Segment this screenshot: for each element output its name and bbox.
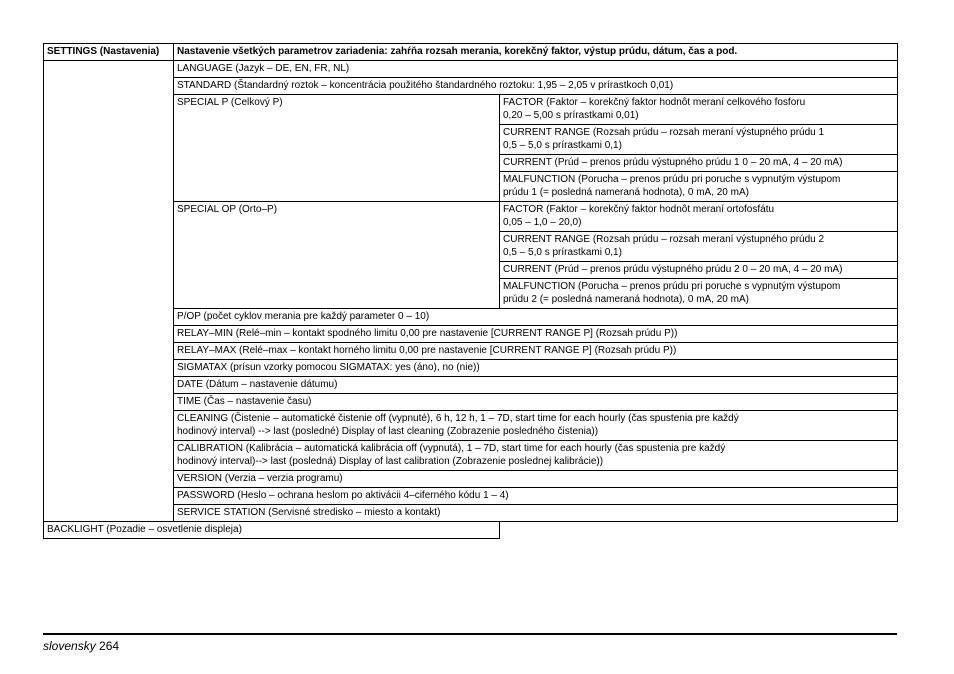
footer-divider xyxy=(43,633,897,635)
table-row xyxy=(44,522,898,539)
special-p-factor: FACTOR (Faktor – korekčný faktor hodnôt meraní celkového fosforu 0,20 – 5,00 s prírastkami 0,01) xyxy=(500,95,898,125)
special-p-current-range: CURRENT RANGE (Rozsah prúdu – rozsah meraní výstupného prúdu 1 0,5 – 5,0 s prírastkami 0,1) xyxy=(500,125,898,155)
row-password: PASSWORD (Heslo – ochrana heslom po aktivácii 4–ciferného kódu 1 – 4) xyxy=(174,488,898,505)
row-relay-min: RELAY–MIN (Relé–min – kontakt spodného limitu 0,00 pre nastavenie [CURRENT RANGE P] (Rozsah prúdu P)) xyxy=(174,326,898,343)
row-service-station: SERVICE STATION (Servisné stredisko – miesto a kontakt) xyxy=(174,505,898,522)
row-version: VERSION (Verzia – verzia programu) xyxy=(174,471,898,488)
table-row xyxy=(44,44,898,61)
row-calibration: CALIBRATION (Kalibrácia – automatická kalibrácia off (vypnutá), 1 – 7D, start time for each hourly (čas spustenia pre každý hodinový interval)--> last (posledná) Display of last calibration (Zobrazenie poslednej kalibrácie)) xyxy=(174,441,898,471)
special-p-current: CURRENT (Prúd – prenos prúdu výstupného prúdu 1 0 – 20 mA, 4 – 20 mA) xyxy=(500,155,898,172)
settings-title: SETTINGS (Nastavenia) xyxy=(44,44,174,61)
row-backlight: BACKLIGHT (Pozadie – osvetlenie displeja) xyxy=(44,522,500,539)
row-cleaning: CLEANING (Čistenie – automatické čistenie off (vypnuté), 6 h, 12 h, 1 – 7D, start time for each hourly (čas spustenia pre každý hodinový interval) --> last (posledné) Display of last cleaning (Zobrazenie posledného čistenia)) xyxy=(174,411,898,441)
special-op-current: CURRENT (Prúd – prenos prúdu výstupného prúdu 2 0 – 20 mA, 4 – 20 mA) xyxy=(500,262,898,279)
special-p-malfunction: MALFUNCTION (Porucha – prenos prúdu pri poruche s vypnutým výstupom prúdu 1 (= posledná nameraná hodnota), 0 mA, 20 mA) xyxy=(500,172,898,202)
special-op-factor: FACTOR (Faktor – korekčný faktor hodnôt meraní ortofosfátu 0,05 – 1,0 – 20,0) xyxy=(500,202,898,232)
row-language: LANGUAGE (Jazyk – DE, EN, FR, NL) xyxy=(174,61,898,78)
page-number: 264 xyxy=(99,639,120,653)
settings-description: Nastavenie všetkých parametrov zariadenia: zahŕňa rozsah merania, korekčný faktor, výstup prúdu, dátum, čas a pod. xyxy=(174,44,898,61)
page-footer xyxy=(43,639,119,653)
row-standard: STANDARD (Štandardný roztok – koncentrácia použitého štandardného roztoku: 1,95 – 2,05 v prírastkoch 0,01) xyxy=(174,78,898,95)
row-sigmatax: SIGMATAX (prísun vzorky pomocou SIGMATAX: yes (áno), no (nie)) xyxy=(174,360,898,377)
row-date: DATE (Dátum – nastavenie dátumu) xyxy=(174,377,898,394)
special-op-current-range: CURRENT RANGE (Rozsah prúdu – rozsah meraní výstupného prúdu 2 0,5 – 5,0 s prírastkami 0,1) xyxy=(500,232,898,262)
special-op-malfunction: MALFUNCTION (Porucha – prenos prúdu pri poruche s vypnutým výstupom prúdu 2 (= posledná nameraná hodnota), 0 mA, 20 mA) xyxy=(500,279,898,309)
row-time: TIME (Čas – nastavenie času) xyxy=(174,394,898,411)
row-relay-max: RELAY–MAX (Relé–max – kontakt horného limitu 0,00 pre nastavenie [CURRENT RANGE P] (Rozsah prúdu P)) xyxy=(174,343,898,360)
settings-blank-cell xyxy=(44,61,174,522)
special-p-label: SPECIAL P (Celkový P) xyxy=(174,95,500,202)
footer-language: slovensky xyxy=(43,639,96,653)
settings-table xyxy=(43,43,898,539)
special-op-label: SPECIAL OP (Orto–P) xyxy=(174,202,500,309)
table-row xyxy=(44,61,898,78)
row-pop: P/OP (počet cyklov merania pre každý parameter 0 – 10) xyxy=(174,309,898,326)
